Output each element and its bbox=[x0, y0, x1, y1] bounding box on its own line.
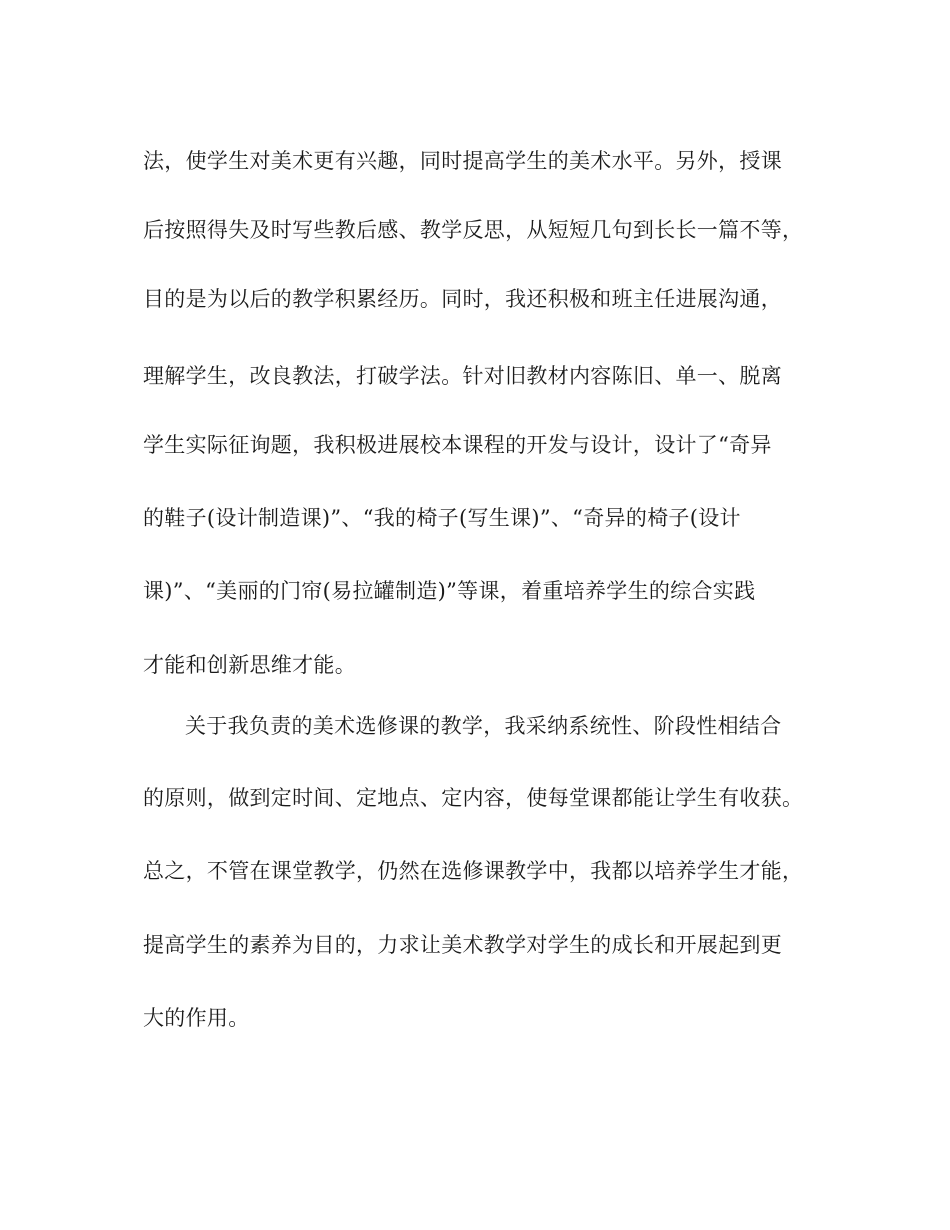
paragraph-line: 课)”、“美丽的门帘(易拉罐制造)”等课，着重培养学生的综合实践 bbox=[143, 579, 756, 603]
paragraph-line: 后按照得失及时写些教后感、教学反思，从短短几句到长长一篇不等， bbox=[143, 218, 804, 242]
paragraph-line: 法，使学生对美术更有兴趣，同时提高学生的美术水平。另外，授课 bbox=[143, 149, 782, 173]
paragraph-line: 的鞋子(设计制造课)”、“我的椅子(写生课)”、“奇异的椅子(设计 bbox=[143, 506, 741, 530]
paragraph-line: 理解学生，改良教法，打破学法。针对旧教材内容陈旧、单一、脱离 bbox=[143, 364, 782, 388]
paragraph-line: 大的作用。 bbox=[143, 1006, 250, 1030]
paragraph-line: 的原则，做到定时间、定地点、定内容，使每堂课都能让学生有收获。 bbox=[143, 786, 804, 810]
paragraph-line: 目的是为以后的教学积累经历。同时，我还积极和班主任进展沟通， bbox=[143, 287, 782, 311]
paragraph-line: 总之，不管在课堂教学，仍然在选修课教学中，我都以培养学生才能， bbox=[143, 859, 804, 883]
paragraph-line: 学生实际征询题，我积极进展校本课程的开发与设计，设计了“奇异 bbox=[143, 433, 772, 457]
paragraph-line: 关于我负责的美术选修课的教学，我采纳系统性、阶段性相结合 bbox=[185, 714, 782, 738]
paragraph-line: 提高学生的素养为目的，力求让美术教学对学生的成长和开展起到更 bbox=[143, 933, 782, 957]
paragraph-line: 才能和创新思维才能。 bbox=[143, 653, 356, 677]
